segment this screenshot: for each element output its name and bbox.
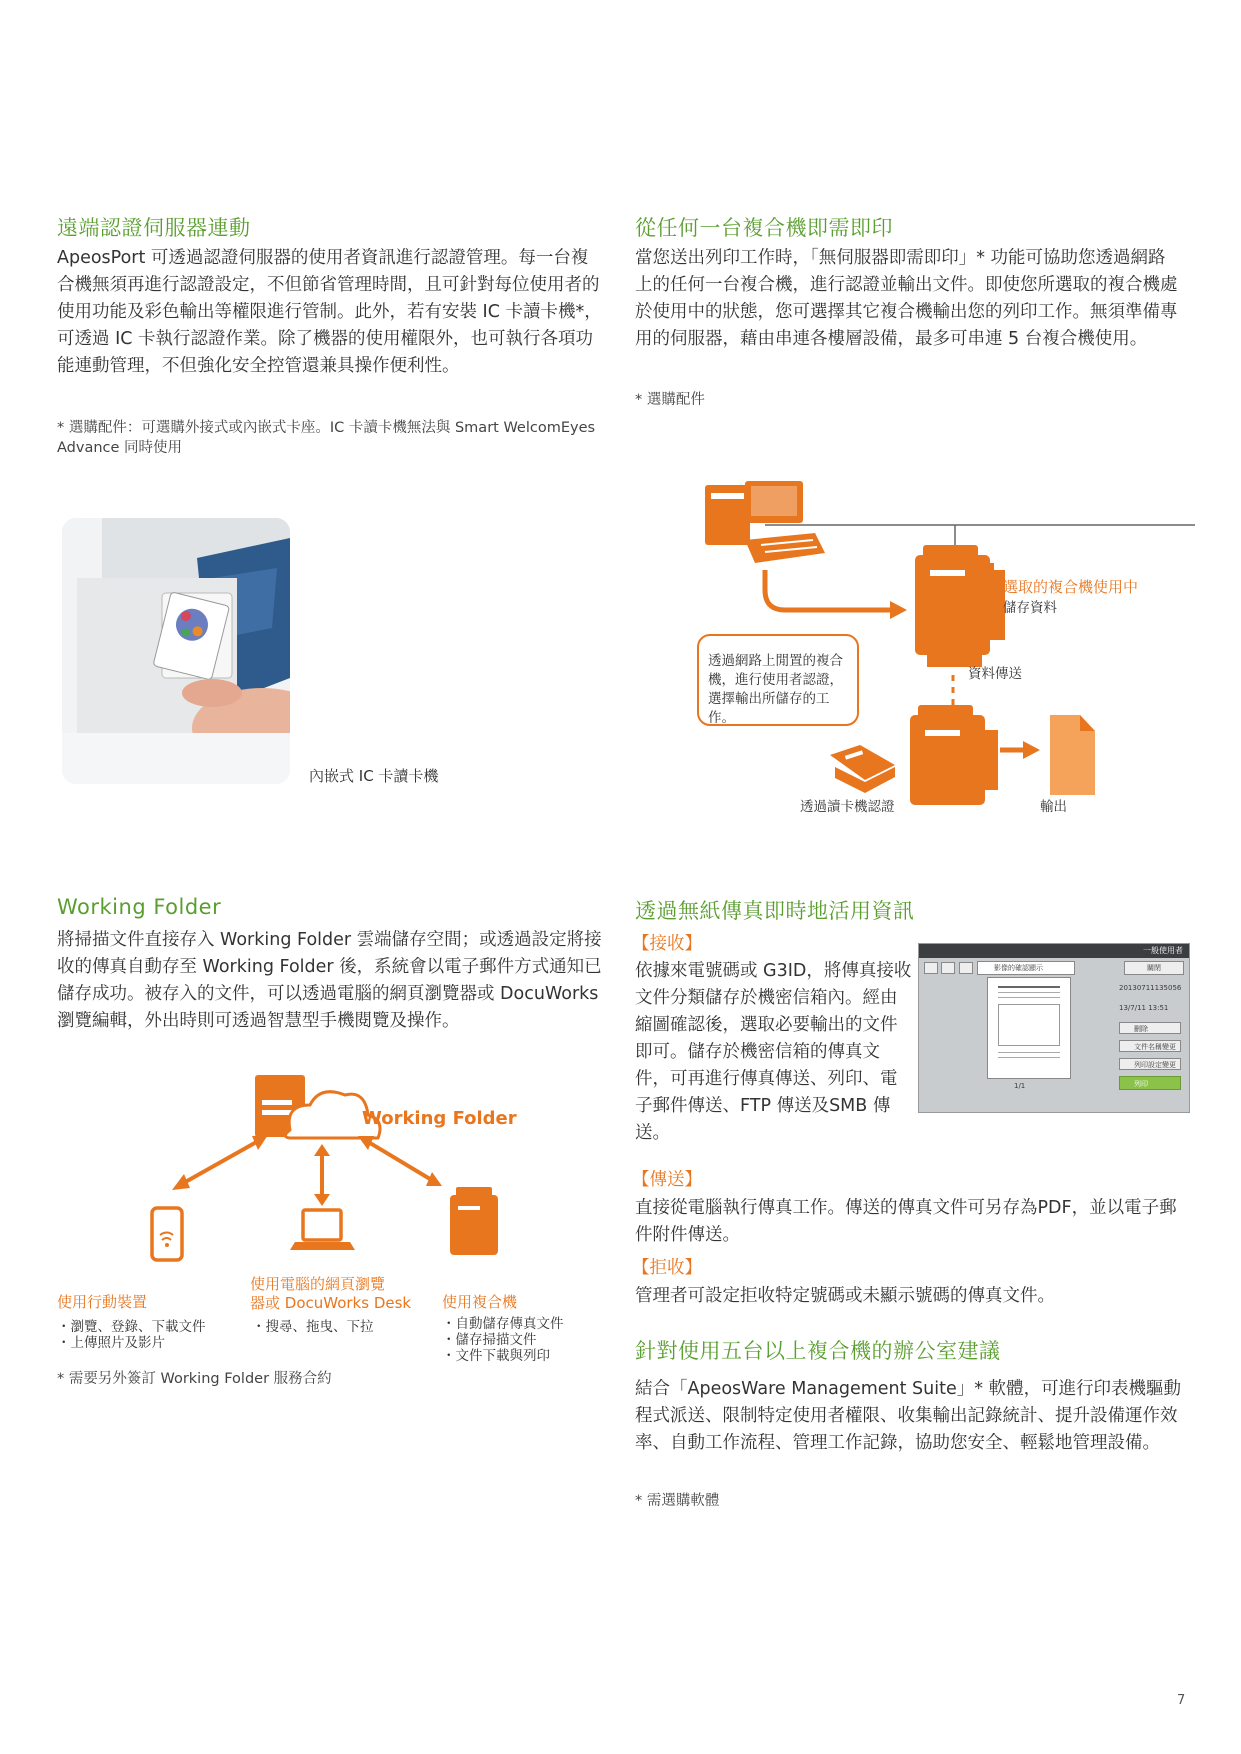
list-item: ・儲存掃描文件 — [442, 1332, 537, 1348]
mfp-icon — [450, 1195, 498, 1255]
remote-auth-paragraph: ApeosPort 可透過認證伺服器的使用者資訊進行認證管理。每一台複合機無須再進行認證設定，不但節省管理時間，且可針對每位使用者的使用功能及彩色輸出等權限進行管制。此外，若有安裝 IC 卡讀卡機*，可透過 IC 卡執行認證作業。除了機器的使用權限外，也可執行各項功能連動管理，不但強化安全控管還兼具操作便利性。 — [57, 248, 602, 376]
label-card-auth: 透過讀卡機認證 — [800, 799, 895, 815]
office-advice-paragraph: 結合「ApeosWare Management Suite」* 軟體，可進行印表機驅動程式派送、限制特定使用者權限、收集輸出記錄統計、提升設備運作效率、自動工作流程、管理工作記錄，協助您安全、輕鬆地管理設備。 — [635, 1379, 1182, 1453]
working-folder-paragraph: 將掃描文件直接存入 Working Folder 雲端儲存空間；或透過設定將接收的傳真自動存至 Working Folder 後，系統會以電子郵件方式通知已儲存成功。被存入的文件，可以透過電腦的網頁瀏覽器或 DocuWorks 瀏覽編輯，外出時則可透過智慧型手機閱覽及操作。 — [57, 930, 602, 1031]
screen-user: 一般使用者 — [1143, 946, 1183, 955]
delete-button[interactable]: 刪除 — [1119, 1022, 1181, 1034]
list-item: ・上傳照片及影片 — [57, 1335, 165, 1351]
diagram-callout: 透過網路上閒置的複合機，進行使用者認證，選擇輸出所儲存的工作。 — [708, 653, 843, 726]
label-store-data: 儲存資料 — [1003, 600, 1057, 616]
grid-view-icon[interactable] — [924, 962, 938, 974]
laptop-icon — [303, 1210, 341, 1240]
doc-id: 20130711135056 — [1119, 984, 1182, 992]
fax-preview-screen — [918, 943, 1190, 1113]
close-button[interactable]: 關閉 — [1124, 961, 1184, 975]
tab-preview[interactable]: 影像的確認顯示 — [977, 961, 1075, 975]
mobile-items — [57, 1319, 206, 1351]
reject-paragraph: 管理者可設定拒收特定號碼或未顯示號碼的傳真文件。 — [635, 1286, 1055, 1306]
ic-card-reader-photo — [62, 518, 290, 784]
list-item: ・文件下載與列印 — [442, 1348, 550, 1364]
print-anywhere-note: * 選購配件 — [635, 392, 705, 408]
mfp-title: 使用複合機 — [442, 1293, 518, 1311]
print-settings-button[interactable]: 列印設定變更 — [1119, 1058, 1181, 1070]
reject-label: 【拒收】 — [632, 1258, 702, 1278]
send-paragraph: 直接從電腦執行傳真工作。傳送的傳真文件可另存為PDF，並以電子郵件附件傳送。 — [635, 1198, 1177, 1245]
list-item: ・搜尋、拖曳、下拉 — [252, 1319, 374, 1335]
photo-caption: 內嵌式 IC 卡讀卡機 — [309, 767, 439, 785]
single-view-icon[interactable] — [941, 962, 955, 974]
label-output: 輸出 — [1040, 799, 1067, 815]
label-data-transfer: 資料傳送 — [968, 666, 1022, 682]
document-thumbnail[interactable] — [987, 977, 1071, 1079]
cloud-label: Working Folder — [362, 1108, 517, 1129]
pc-items — [252, 1319, 374, 1335]
working-folder-diagram — [140, 1070, 520, 1270]
mobile-title: 使用行動裝置 — [57, 1293, 148, 1311]
rename-button[interactable]: 文件名稱變更 — [1119, 1040, 1181, 1052]
pc-title-line2: 器或 DocuWorks Desk — [250, 1294, 412, 1312]
remote-auth-note: * 選購配件：可選購外接式或內嵌式卡座。IC 卡讀卡機無法與 Smart WelcomEyes Advance 同時使用 — [57, 420, 596, 456]
list-item: ・自動儲存傳真文件 — [442, 1316, 564, 1332]
print-anywhere-diagram — [695, 475, 1205, 820]
mfp-bottom-icon — [910, 705, 998, 805]
pc-title-line1: 使用電腦的網頁瀏覽 — [250, 1275, 386, 1293]
office-advice-title: 針對使用五台以上複合機的辦公室建議 — [635, 1339, 1001, 1363]
card-reader-icon — [830, 745, 895, 793]
print-button[interactable]: 列印 — [1119, 1076, 1181, 1090]
list-item: ・瀏覽、登錄、下載文件 — [57, 1319, 206, 1335]
mobile-icon — [152, 1208, 182, 1260]
page-number: 7 — [1177, 1693, 1186, 1708]
working-folder-note: * 需要另外簽訂 Working Folder 服務合約 — [57, 1371, 332, 1387]
working-folder-title: Working Folder — [57, 895, 222, 919]
print-anywhere-paragraph: 當您送出列印工作時，「無伺服器即需即印」* 功能可協助您透過網路上的任何一台複合機，進行認證並輸出文件。即使您所選取的複合機處於使用中的狀態，您可選擇其它複合機輸出您的列印工作。無須準備專用的伺服器，藉由串連各樓層設備，最多可串連 5 台複合機使用。 — [635, 248, 1178, 349]
page-indicator: 1/1 — [1014, 1082, 1026, 1090]
receive-paragraph: 依據來電號碼或 G3ID，將傳真接收文件分類儲存於機密信箱內。經由縮圖確認後，選取必要輸出的文件即可。儲存於機密信箱的傳真文件，可再進行傳真傳送、列印、電子郵件傳送、FTP 傳送及SMB 傳送。 — [635, 961, 912, 1143]
receive-label: 【接收】 — [632, 934, 702, 954]
doc-datetime: 13/7/11 13:51 — [1119, 1004, 1169, 1012]
paperless-fax-title: 透過無紙傳真即時地活用資訊 — [635, 899, 915, 923]
send-label: 【傳送】 — [632, 1170, 702, 1190]
label-selected-mfp: 選取的複合機使用中 — [1003, 578, 1139, 596]
print-anywhere-title: 從任何一台複合機即需即印 — [635, 216, 893, 240]
remote-auth-title: 遠端認證伺服器連動 — [57, 216, 251, 240]
mfp-items — [442, 1316, 564, 1364]
office-advice-note: * 需選購軟體 — [635, 1493, 720, 1509]
text-view-icon[interactable] — [959, 962, 973, 974]
pc-icon — [705, 481, 825, 563]
